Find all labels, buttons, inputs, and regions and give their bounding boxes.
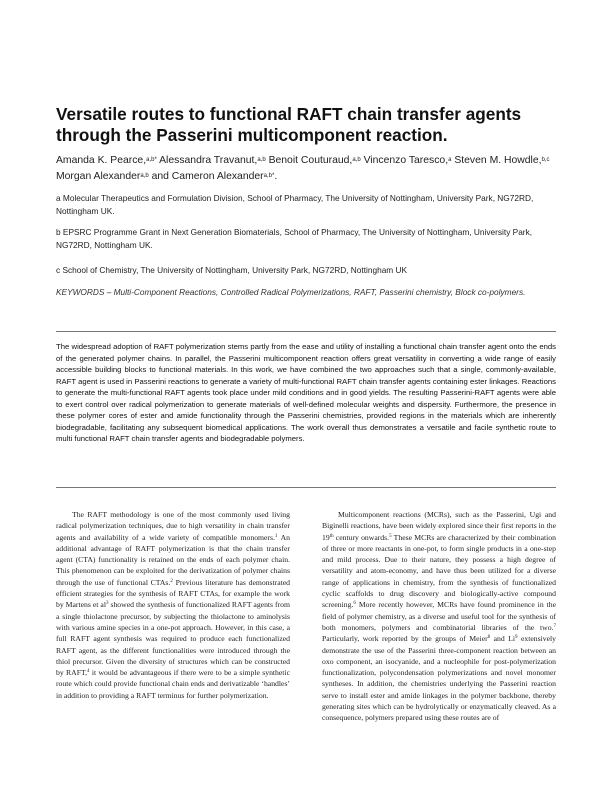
body-text: and Li (490, 634, 516, 644)
author: Benoit Couturaud, (268, 155, 353, 166)
author-affiliation-mark: a (448, 157, 452, 163)
keywords: KEYWORDS – Multi-Component Reactions, Controlled Radical Polymerizations, RAFT, Passerini chemistry, Block co-polymers. (56, 287, 526, 297)
author: Vincenzo Taresco, (363, 155, 449, 166)
body-text: More recently however, MCRs have found prominence in the field of polymer chemistry, as a diverse and useful tool for the synthesis of both monomers, polymers and combinatorial libraries of the two. (322, 600, 556, 632)
body-column-left (56, 509, 290, 701)
affiliation-b: b EPSRC Programme Grant in Next Generation Biomaterials, School of Pharmacy, The University of Nottingham, University Park, NG72RD, Nottingham UK. (56, 227, 533, 250)
citation-mark: 5 (389, 533, 392, 539)
citation-mark: 3 (105, 601, 109, 607)
body-text: it would be advantageous if there were to be a simple synthetic route which could provide functional chain ends and derivatizable ‘handles’ in addition to providing a RAFT terminus for further polymerization. (56, 668, 290, 700)
author: Alessandra Travanut, (159, 155, 258, 166)
citation-mark: 6 (353, 601, 356, 607)
author: and Cameron Alexander (151, 171, 264, 182)
body-text: The RAFT methodology is one of the most commonly used living radical polymerization techniques, due to high versatility in chain transfer agents and availability of a wide variety of compatible monomers. (56, 510, 290, 542)
body-text: showed the synthesis of functionalized RAFT agents from a single thiolactone precursor, by subjecting the thiolactone to aminolysis with various amine species in a one-pot approach. However, in this case, a full RAFT agent synthesis was required to produce each functionalized RAFT agent, as the different functionalities were introduced through the thiol precursor. Given the diversity of structures which can be constructed by RAFT, (56, 600, 290, 678)
author-affiliation-mark: a,b* (263, 173, 275, 179)
body-text: An additional advantage of RAFT polymerization is that the chain transfer agent (CTA) functionality is retained on the ends of each polymer chain. This phenomenon can be exploited for the derivatization of polymer chains through the use of functional CTAs. (56, 532, 290, 587)
author-list-end: . (274, 171, 278, 182)
superscript-mark: th (329, 533, 334, 539)
divider-bottom (56, 487, 556, 488)
body-text: These MCRs are characterized by their combination of three or more reactants in one-pot, to form single products in a one-step and mild process. Due to their nature, they possess a high degree of versatility and atom-economy, and have thus been utilized for a diverse range of applications in chemistry, from the synthesis of functionalized cyclic scaffolds to drug discovery and biologically-active compound screening. (322, 532, 556, 610)
body-column-right (322, 509, 556, 724)
author-affiliation-mark: a,b (352, 157, 361, 163)
author: Morgan Alexander (56, 171, 141, 182)
author: Amanda K. Pearce, (56, 155, 147, 166)
author-affiliation-mark: b,c (541, 157, 550, 163)
affiliation-a: a Molecular Therapeutics and Formulation Division, School of Pharmacy, The University of Nottingham, University Park, NG72RD, Nottingham UK. (56, 193, 534, 216)
citation-mark: 1 (274, 533, 278, 539)
body-paragraph (322, 509, 556, 724)
body-text: Multicomponent reactions (MCRs), such as the Passerini, Ugi and Biginelli reactions, have been widely explored since their first reports in the 19 (322, 510, 556, 542)
body-text: Particularly, work reported by the groups of Meier (322, 634, 488, 644)
author-affiliation-mark: a,b* (146, 157, 157, 163)
body-text: century onwards. (333, 532, 390, 542)
body-text: extensively demonstrate the use of the Passerini three-component reaction between an oxo component, an isocyanide, and a nucleophile for post-polymerization functionalization, polycondensation polymerizations and novel monomer syntheses. In addition, the chemistries underlying the Passerini reaction serve to install ester and amide linkages in the polymer backbone, thereby generating sites which can be hydrolytically or enzymatically cleaved. As a consequence, polymers prepared using these routes are of (322, 634, 556, 723)
citation-mark: 9 (515, 635, 518, 641)
citation-mark: 8 (487, 635, 491, 641)
affiliation-c: c School of Chemistry, The University of Nottingham, University Park, NG72RD, Nottingham UK (56, 265, 408, 275)
author: Steven M. Howdle, (454, 155, 542, 166)
body-paragraph (56, 509, 290, 701)
citation-mark: 7 (553, 623, 556, 629)
author-list (56, 153, 556, 185)
body-text: Previous literature has demonstrated efficient strategies for the synthesis of RAFT CTAs, for example the work by Martens et al (56, 577, 291, 610)
author-affiliation-mark: a,b (257, 157, 266, 163)
author-affiliation-mark: a,b (140, 173, 149, 179)
paper-title: Versatile routes to functional RAFT chain transfer agents through the Passerini multicomponent reaction. (56, 104, 522, 145)
citation-mark: 4 (87, 669, 90, 675)
abstract: The widespread adoption of RAFT polymerization stems partly from the ease and utility of installing a functional chain transfer agent onto the ends of the generated polymer chains. In parallel, the Passerini multicomponent reaction offers great versatility in converting a wide range of easily accessible building blocks to functional materials. In this work, we have combined the two approaches such that a single, commonly-available, RAFT agent is used in Passerini reactions to generate a variety of multi-functional RAFT chain transfer agents containing ester linkages. Reactions to generate the multi-functional RAFT agents took place under mild conditions and in good yields. The resulting Passerini-RAFT agents were able to exert control over radical polymerization to generate materials of well-defined molecular weights and dispersity. Furthermore, the presence in these polymer cores of ester and amide functionality through the Passerini chemistries, provided regions in the materials which are inherently biodegradable, facilitating any subsequent biomedical applications. The work overall thus demonstrates a versatile and facile synthetic route to multi functional RAFT chain transfer agents and biodegradable polymers. (56, 342, 556, 443)
divider-top (56, 331, 556, 332)
citation-mark: 2 (170, 578, 173, 584)
